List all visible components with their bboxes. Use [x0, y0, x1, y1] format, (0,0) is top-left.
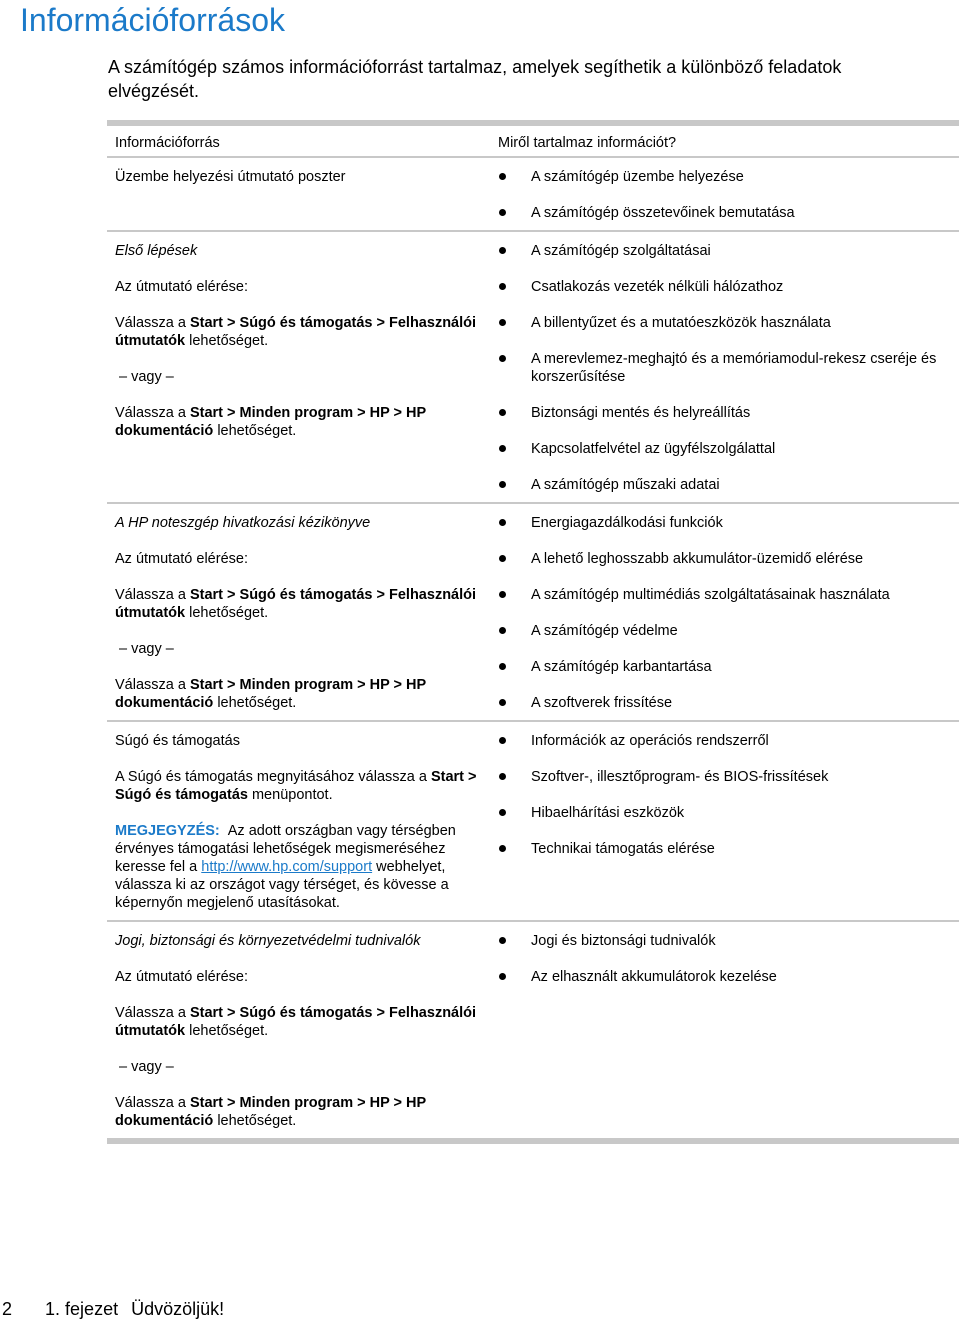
list-item: Szoftver-, illesztőprogram- és BIOS-frissítések — [498, 768, 951, 786]
list-item: A számítógép üzembe helyezése — [498, 168, 951, 186]
list-item: A számítógép műszaki adatai — [498, 476, 951, 494]
access-label: Az útmutató elérése: — [115, 969, 248, 985]
page-number: 2 — [2, 1299, 13, 1319]
table-row — [107, 721, 959, 921]
info-sources-table — [107, 120, 959, 1144]
or-separator: – vagy – — [119, 641, 174, 657]
source-cell — [107, 503, 490, 721]
or-separator: – vagy – — [119, 1059, 174, 1075]
topics-list — [498, 168, 951, 222]
list-item: Az elhasznált akkumulátorok kezelése — [498, 968, 951, 986]
topics-cell — [490, 921, 959, 1141]
table-row — [107, 503, 959, 721]
list-item: Technikai támogatás elérése — [498, 840, 951, 858]
source-cell — [107, 157, 490, 231]
table-header-row — [107, 123, 959, 157]
list-item: Energiagazdálkodási funkciók — [498, 514, 951, 532]
note: MEGJEGYZÉS: Az adott országban vagy térségben érvényes támogatási lehetőségek megismeréséhez keresse fel a http://www.hp.com/support webhelyet, válassza ki az országot vagy térséget, és kövesse a képernyőn megjelenő utasításokat. — [115, 823, 456, 911]
table-row — [107, 157, 959, 231]
instruction: Válassza a Start > Minden program > HP > HP dokumentáció lehetőséget. — [115, 677, 426, 711]
list-item: A számítógép összetevőinek bemutatása — [498, 204, 951, 222]
topics-cell — [490, 721, 959, 921]
list-item: Kapcsolatfelvétel az ügyfélszolgálattal — [498, 440, 951, 458]
page-title: Információforrások — [20, 2, 285, 38]
note-label: MEGJEGYZÉS: — [115, 823, 220, 839]
source-cell — [107, 721, 490, 921]
instruction: A Súgó és támogatás megnyitásához válassza a Start > Súgó és támogatás menüpontot. — [115, 769, 477, 803]
instruction: Válassza a Start > Minden program > HP > HP dokumentáció lehetőséget. — [115, 405, 426, 439]
list-item: A számítógép multimédiás szolgáltatásainak használata — [498, 586, 951, 604]
access-label: Az útmutató elérése: — [115, 551, 248, 567]
instruction: Válassza a Start > Minden program > HP > HP dokumentáció lehetőséget. — [115, 1095, 426, 1129]
list-item: Jogi és biztonsági tudnivalók — [498, 932, 951, 950]
source-cell — [107, 921, 490, 1141]
source-title: Jogi, biztonsági és környezetvédelmi tudnivalók — [115, 933, 421, 949]
column-header-content: Miről tartalmaz információt? — [490, 123, 959, 157]
list-item: Hibaelhárítási eszközök — [498, 804, 951, 822]
list-item: A szoftverek frissítése — [498, 694, 951, 712]
list-item: A számítógép védelme — [498, 622, 951, 640]
column-header-source: Információforrás — [107, 123, 490, 157]
topics-list — [498, 514, 951, 712]
chapter-label: 1. fejezet — [45, 1299, 119, 1319]
topics-cell — [490, 503, 959, 721]
source-title: Súgó és támogatás — [115, 733, 240, 749]
source-cell — [107, 231, 490, 503]
or-separator: – vagy – — [119, 369, 174, 385]
table-row — [107, 921, 959, 1141]
topics-list — [498, 732, 951, 858]
instruction: Válassza a Start > Súgó és támogatás > Felhasználói útmutatók lehetőséget. — [115, 1005, 477, 1039]
list-item: Biztonsági mentés és helyreállítás — [498, 404, 951, 422]
list-item: Információk az operációs rendszerről — [498, 732, 951, 750]
topics-cell — [490, 157, 959, 231]
source-title: A HP noteszgép hivatkozási kézikönyve — [115, 515, 371, 531]
topics-list — [498, 242, 951, 494]
instruction: Válassza a Start > Súgó és támogatás > Felhasználói útmutatók lehetőséget. — [115, 587, 477, 621]
list-item: A számítógép karbantartása — [498, 658, 951, 676]
topics-cell — [490, 231, 959, 503]
source-title: Üzembe helyezési útmutató poszter — [115, 169, 346, 185]
chapter-title: Üdvözöljük! — [131, 1299, 225, 1319]
page-footer — [2, 1297, 224, 1321]
intro-paragraph: A számítógép számos információforrást tartalmaz, amelyek segíthetik a különböző feladatok elvégzését. — [108, 57, 842, 101]
table-row — [107, 231, 959, 503]
list-item: A lehető leghosszabb akkumulátor-üzemidő elérése — [498, 550, 951, 568]
instruction: Válassza a Start > Súgó és támogatás > Felhasználói útmutatók lehetőséget. — [115, 315, 477, 349]
topics-list — [498, 932, 951, 986]
support-link[interactable]: http://www.hp.com/support — [201, 859, 373, 875]
list-item: A számítógép szolgáltatásai — [498, 242, 951, 260]
source-title: Első lépések — [115, 243, 198, 259]
list-item: Csatlakozás vezeték nélküli hálózathoz — [498, 278, 951, 296]
list-item: A merevlemez-meghajtó és a memóriamodul-rekesz cseréje és korszerűsítése — [498, 350, 951, 386]
list-item: A billentyűzet és a mutatóeszközök használata — [498, 314, 951, 332]
access-label: Az útmutató elérése: — [115, 279, 248, 295]
